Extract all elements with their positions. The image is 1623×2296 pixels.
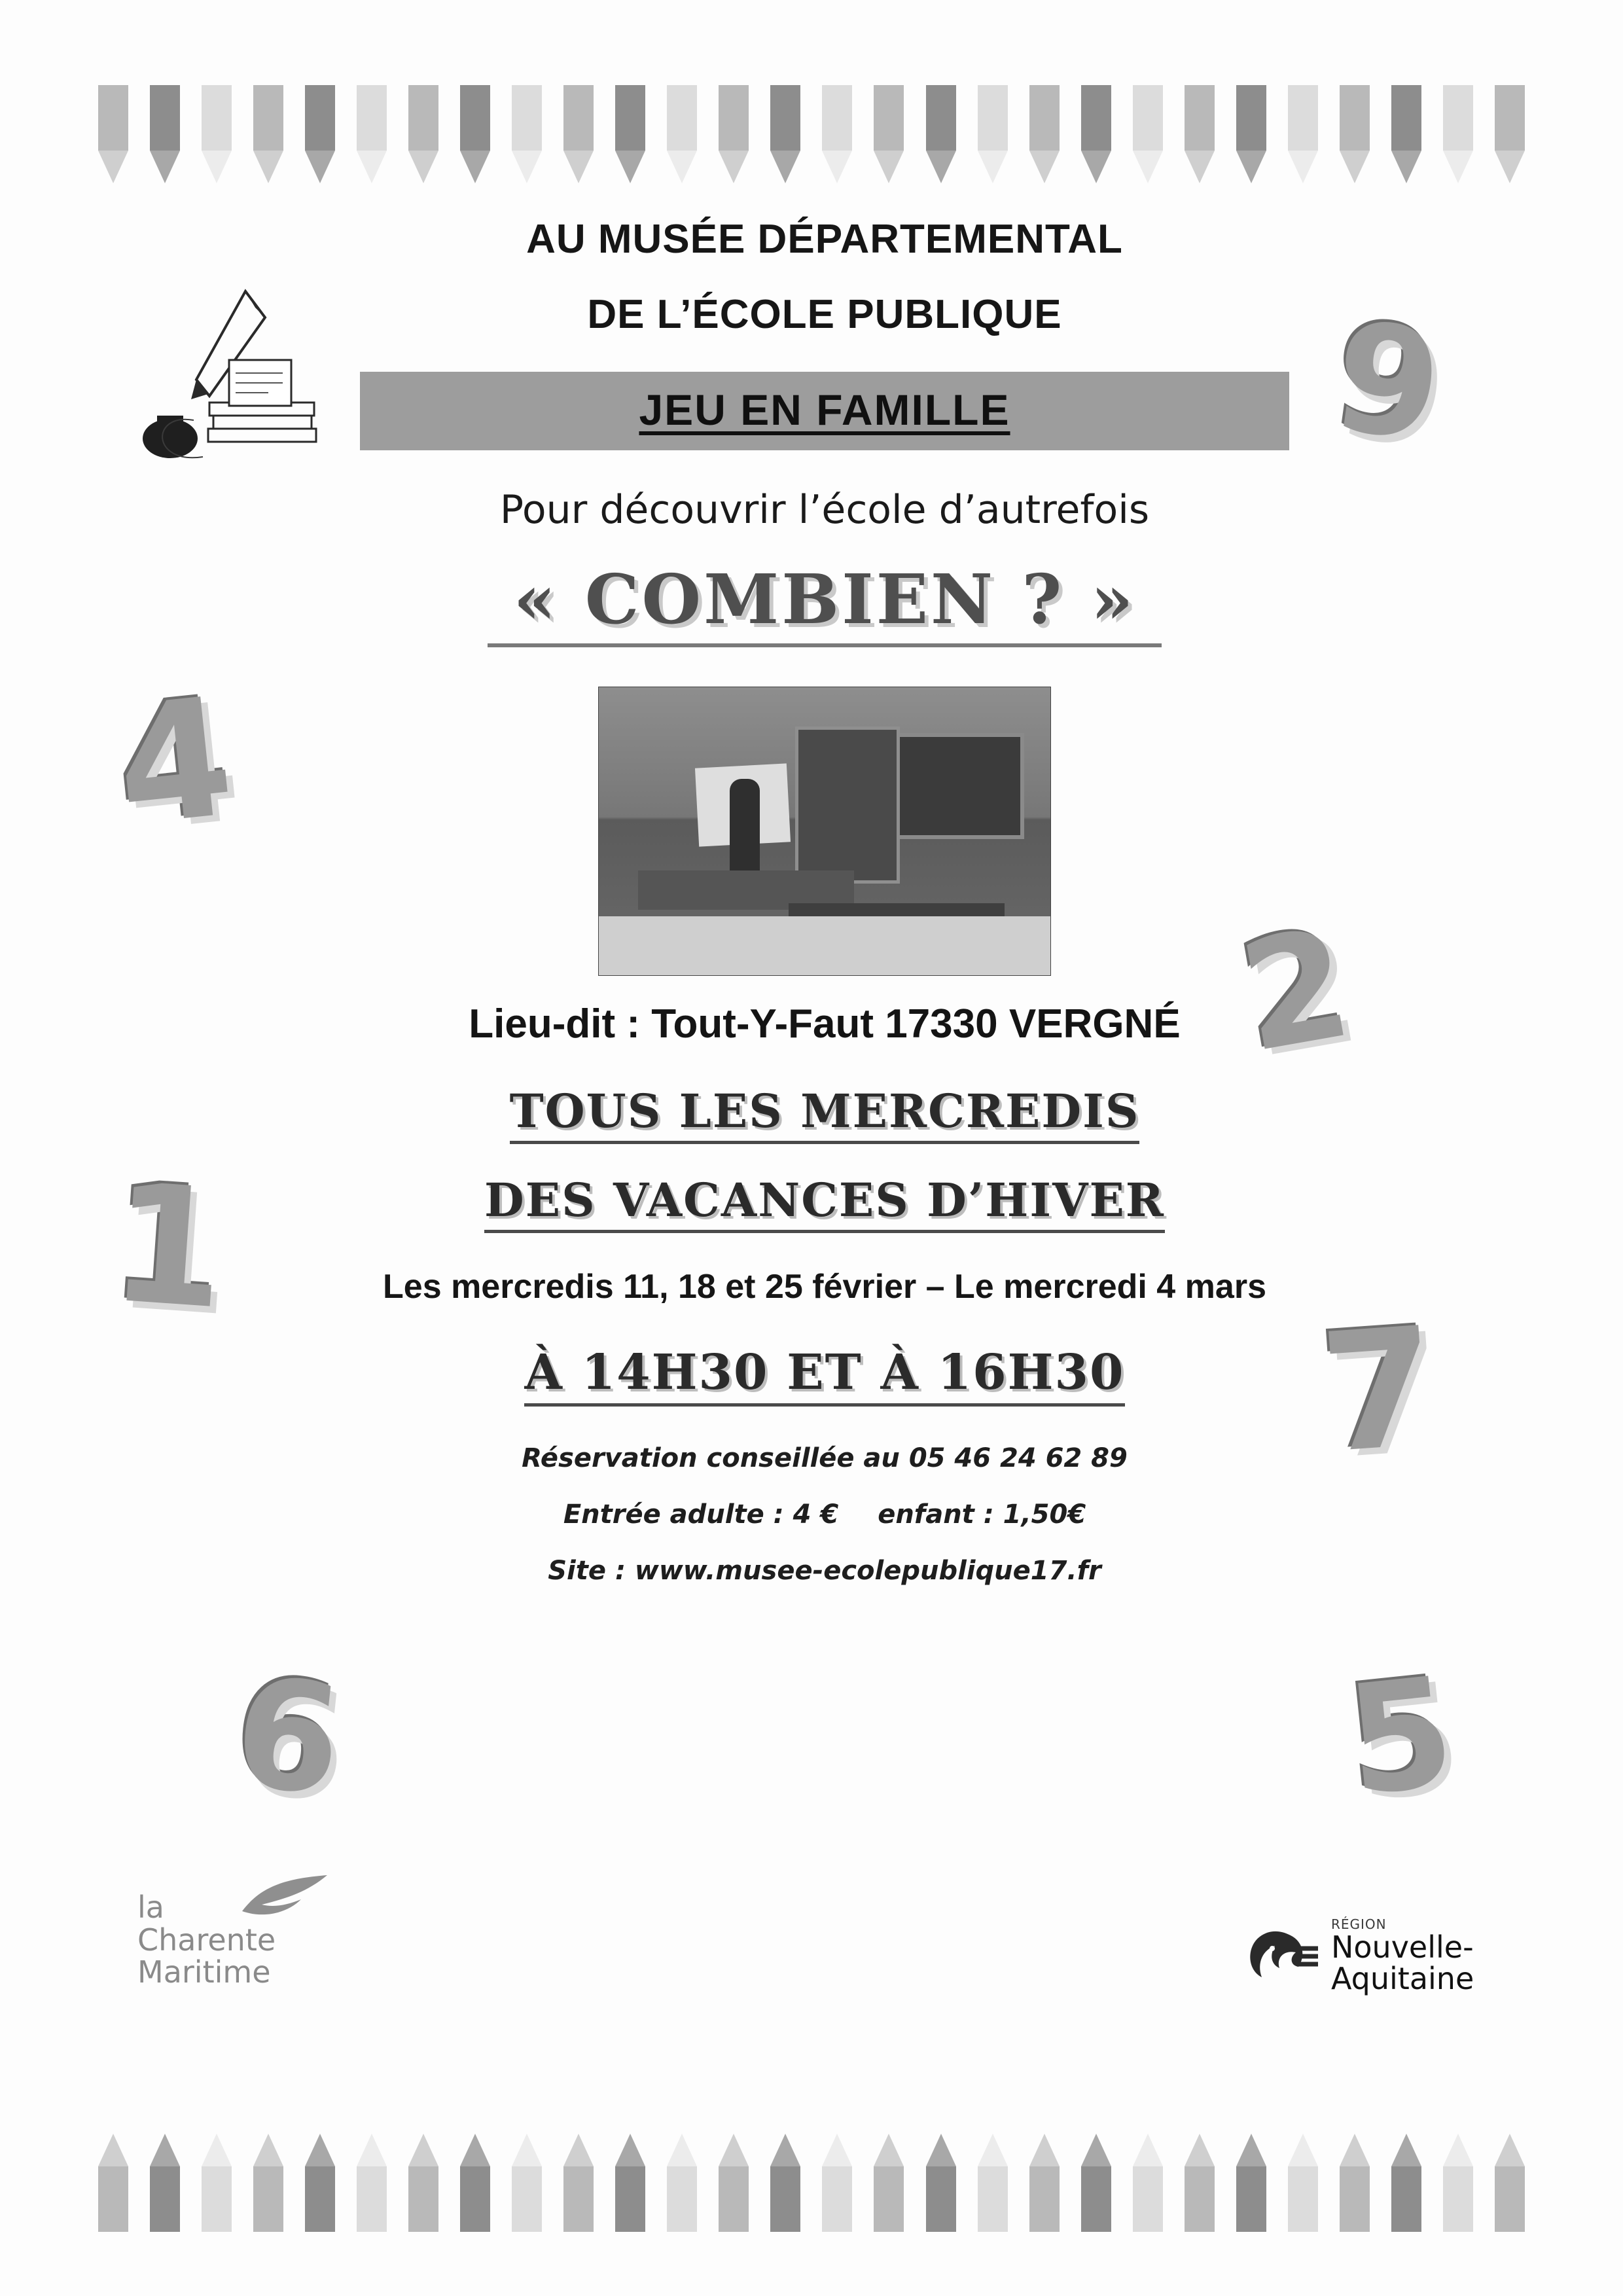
pencil-icon (822, 85, 852, 183)
decorative-number-2: 2 (1228, 896, 1363, 1086)
cm-logo-line-3: Maritime (137, 1954, 271, 1990)
page-title: « COMBIEN ? » (488, 559, 1162, 647)
na-logo-region-label: RÉGION (1331, 1916, 1387, 1932)
reservation-text: Réservation conseillée au 05 46 24 62 89 (522, 1443, 1128, 1473)
dates-text: Les mercredis 11, 18 et 25 février – Le mercredi 4 mars (383, 1268, 1266, 1306)
pencil-icon (1236, 85, 1266, 183)
pencil-icon (719, 2134, 749, 2232)
na-logo-line-1: Nouvelle- (1331, 1929, 1474, 1965)
pencil-icon (978, 2134, 1008, 2232)
pencil-icon (1288, 2134, 1318, 2232)
pencil-icon (1391, 2134, 1421, 2232)
pencil-icon (1029, 85, 1060, 183)
pencil-icon (512, 2134, 542, 2232)
price-adult: Entrée adulte : 4 € (563, 1499, 839, 1530)
pencil-icon (615, 85, 645, 183)
pencil-icon (1185, 2134, 1215, 2232)
decorative-number-9: 9 (1323, 289, 1452, 476)
pencil-icon (1029, 2134, 1060, 2232)
prices-row (275, 1499, 1374, 1530)
pencil-icon (563, 2134, 594, 2232)
decorative-number-1: 1 (105, 1147, 232, 1346)
pencil-border-top (98, 85, 1525, 196)
pencil-icon (978, 85, 1008, 183)
pencil-icon (667, 85, 697, 183)
pencil-icon (98, 85, 128, 183)
hours-text: À 14H30 ET À 16H30 (524, 1344, 1124, 1407)
poster-content (275, 216, 1374, 1612)
pencil-icon (460, 85, 490, 183)
cm-logo-line-1: la (137, 1890, 164, 1925)
museum-line-2: DE L’ÉCOLE PUBLIQUE (587, 292, 1062, 337)
pencil-icon (1133, 85, 1163, 183)
pencil-icon (770, 2134, 800, 2232)
pencil-icon (150, 85, 180, 183)
pencil-icon (1443, 2134, 1473, 2232)
pencil-icon (357, 85, 387, 183)
event-banner-label: JEU EN FAMILLE (639, 386, 1010, 434)
pencil-icon (926, 2134, 956, 2232)
nouvelle-aquitaine-logo (1243, 1918, 1525, 1995)
cm-logo-line-2: Charente (137, 1922, 276, 1958)
pencil-icon (1288, 85, 1318, 183)
pencil-icon (1443, 85, 1473, 183)
pencil-icon (1340, 85, 1370, 183)
pencil-icon (1185, 85, 1215, 183)
pencil-icon (1340, 2134, 1370, 2232)
pencil-icon (926, 85, 956, 183)
price-child: enfant : 1,50€ (878, 1499, 1086, 1530)
pencil-icon (1081, 2134, 1111, 2232)
location-text: Lieu-dit : Tout-Y-Faut 17330 VERGNÉ (469, 1001, 1181, 1047)
pencil-icon (563, 85, 594, 183)
pencil-icon (150, 2134, 180, 2232)
pencil-icon (1236, 2134, 1266, 2232)
pencil-icon (1391, 85, 1421, 183)
schedule-line-2: DES VACANCES D’HIVER (484, 1173, 1165, 1233)
poster-subtitle: Pour découvrir l’école d’autrefois (499, 487, 1150, 533)
pencil-icon (305, 2134, 335, 2232)
classroom-photo (598, 687, 1051, 976)
museum-line-1: AU MUSÉE DÉPARTEMENTAL (526, 217, 1123, 262)
pencil-icon (1495, 85, 1525, 183)
decorative-number-4: 4 (108, 661, 241, 863)
pencil-icon (874, 2134, 904, 2232)
lion-icon (1243, 1924, 1322, 1989)
pencil-icon (408, 85, 438, 183)
pencil-icon (719, 85, 749, 183)
pencil-icon (98, 2134, 128, 2232)
pencil-icon (822, 2134, 852, 2232)
pencil-icon (408, 2134, 438, 2232)
schedule-line-1: TOUS LES MERCREDIS (510, 1084, 1140, 1144)
pencil-icon (770, 85, 800, 183)
pencil-icon (305, 85, 335, 183)
website-text: Site : www.musee-ecolepublique17.fr (548, 1556, 1101, 1586)
na-logo-line-2: Aquitaine (1331, 1961, 1474, 1997)
decorative-number-6: 6 (226, 1645, 349, 1830)
pencil-icon (1495, 2134, 1525, 2232)
pencil-icon (1081, 85, 1111, 183)
pencil-icon (253, 2134, 283, 2232)
pencil-icon (357, 2134, 387, 2232)
decorative-number-7: 7 (1315, 1291, 1442, 1490)
pencil-icon (874, 85, 904, 183)
pencil-icon (1133, 2134, 1163, 2232)
event-banner (360, 372, 1289, 450)
decorative-number-5: 5 (1339, 1645, 1462, 1830)
pencil-icon (202, 2134, 232, 2232)
charente-maritime-logo (137, 1892, 353, 1989)
pencil-icon (460, 2134, 490, 2232)
pencil-border-bottom (98, 2134, 1525, 2245)
pencil-icon (615, 2134, 645, 2232)
pencil-icon (253, 85, 283, 183)
pencil-icon (667, 2134, 697, 2232)
pencil-icon (202, 85, 232, 183)
pencil-icon (512, 85, 542, 183)
